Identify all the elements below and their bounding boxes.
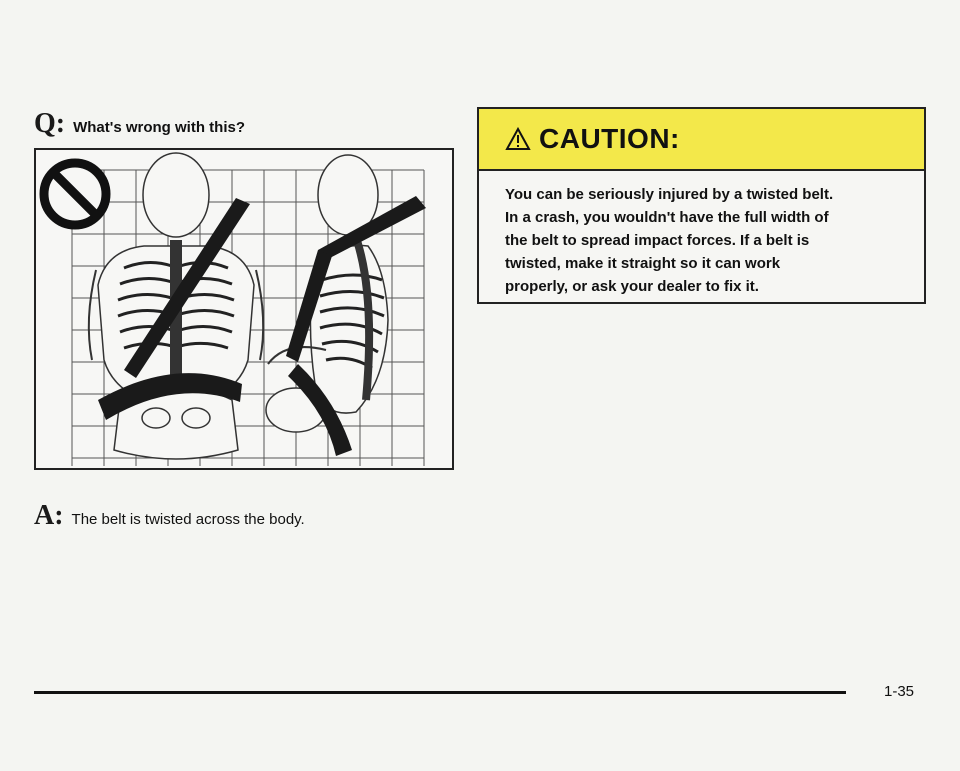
prohibition-icon xyxy=(44,163,106,225)
caution-text xyxy=(479,171,924,298)
caution-line: In a crash, you wouldn't have the full width of xyxy=(505,209,829,226)
warning-triangle-icon xyxy=(505,127,531,151)
footer-rule xyxy=(34,691,846,694)
answer-letter: A: xyxy=(34,500,64,531)
illustration-svg xyxy=(36,150,452,468)
caution-title: CAUTION: xyxy=(539,123,680,154)
twisted-belt-illustration xyxy=(34,148,454,470)
caution-line: twisted, make it straight so it can work xyxy=(505,255,781,272)
caution-line: properly, or ask your dealer to fix it. xyxy=(505,278,759,295)
caution-line: the belt to spread impact forces. If a belt is xyxy=(505,232,810,249)
question-letter: Q: xyxy=(34,108,66,139)
side-skeleton xyxy=(266,155,388,432)
answer-text: The belt is twisted across the body. xyxy=(71,511,305,528)
caution-header xyxy=(479,109,924,171)
caution-box xyxy=(477,107,926,304)
question xyxy=(34,108,245,140)
page-number: 1-35 xyxy=(884,683,915,700)
question-text: What's wrong with this? xyxy=(73,119,245,136)
answer xyxy=(34,500,305,532)
caution-line: You can be seriously injured by a twisted belt. xyxy=(505,186,834,203)
